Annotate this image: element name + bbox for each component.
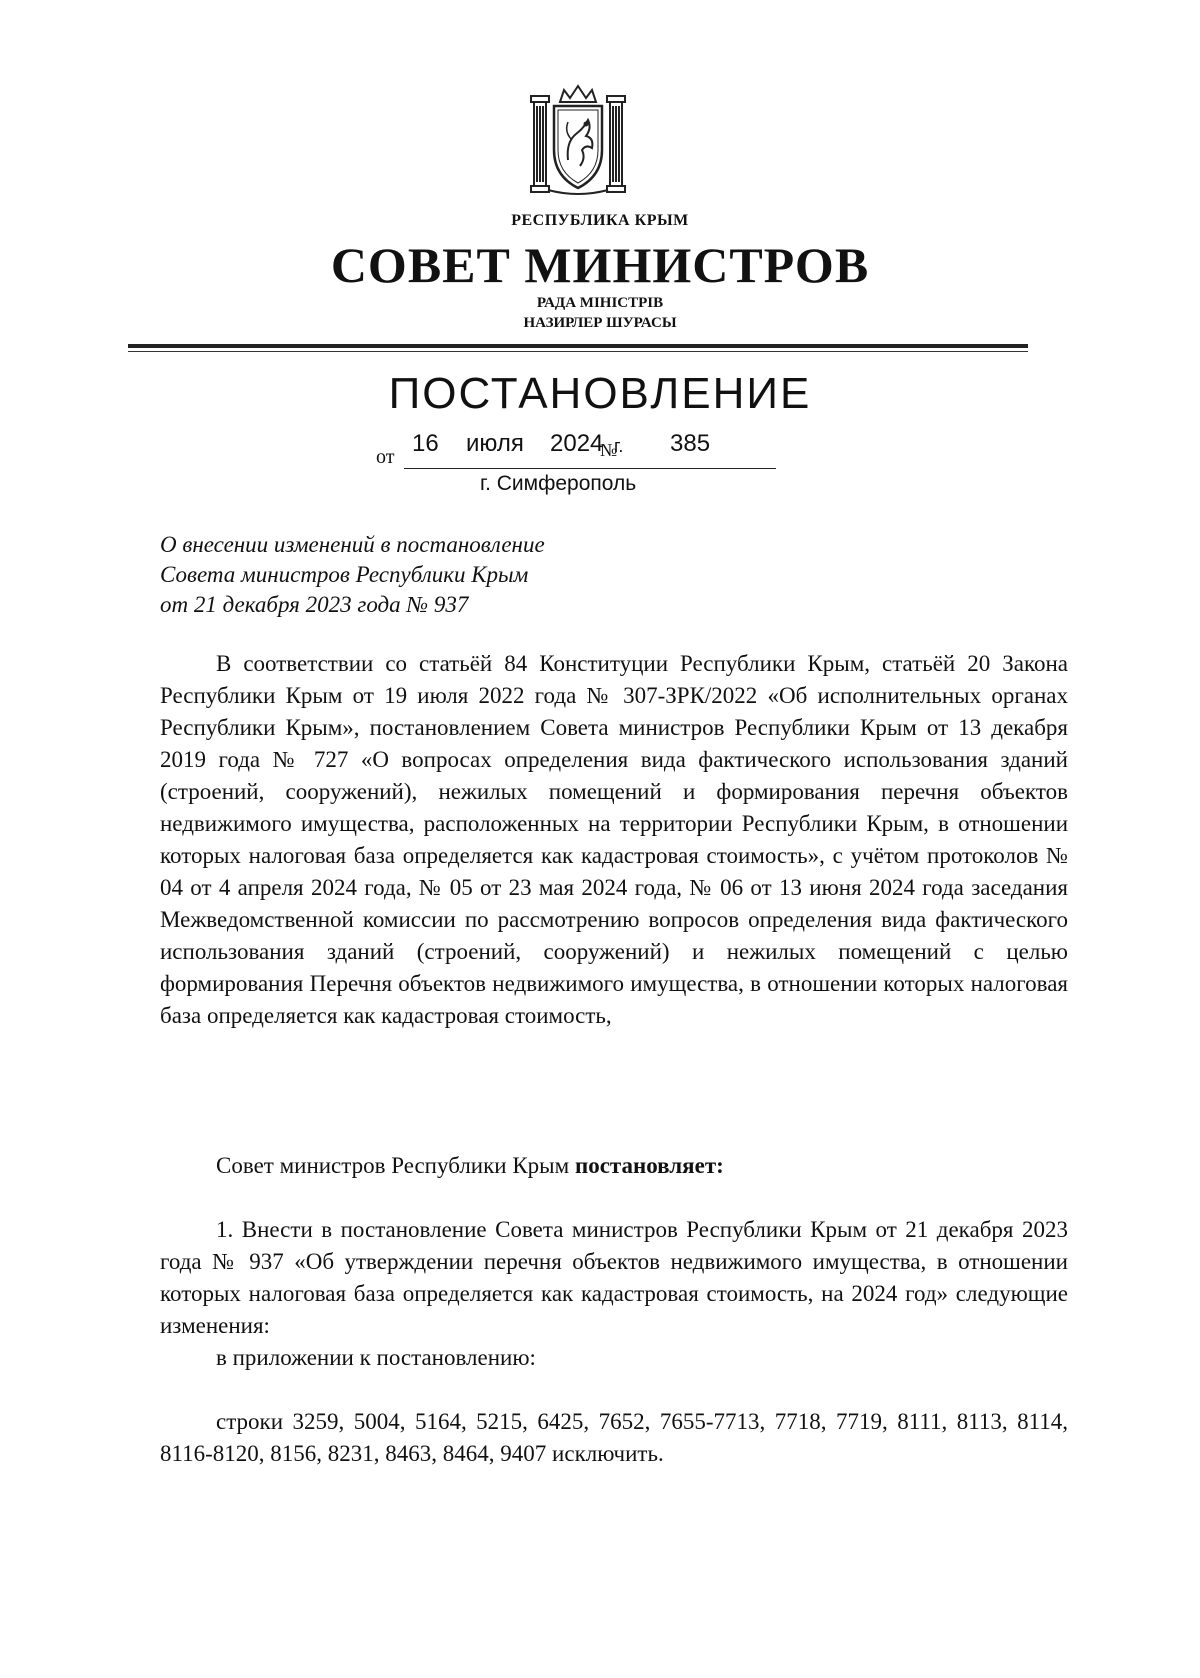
decree-title: ПОСТАНОВЛЕНИЕ — [388, 369, 812, 418]
decree-year-suffix: г. — [614, 436, 624, 456]
decree-number: 385 — [670, 430, 711, 457]
decree-year: 2024 — [550, 430, 604, 457]
council-name: СОВЕТ МИНИСТРОВ — [330, 237, 870, 293]
subject-line: О внесении изменений в постановление — [160, 532, 545, 557]
date-from-label: от — [376, 446, 395, 468]
decree-number-label: № — [600, 440, 618, 460]
council-name-crimean-tatar: НАЗИРЛЕР ШУРАСЫ — [523, 315, 677, 331]
date-underline — [404, 468, 776, 469]
resolves-keyword: постановляет: — [574, 1153, 724, 1178]
republic-name: РЕСПУБЛИКА КРЫМ — [511, 212, 689, 229]
decree-month: июля — [466, 430, 524, 457]
decree-date-line — [0, 428, 1200, 468]
subject-line: от 21 декабря 2023 года № 937 — [160, 592, 469, 617]
appendix-paragraph: в приложении к постановлению: — [216, 1345, 536, 1370]
decree-city: г. Симферополь — [480, 472, 637, 495]
header-divider-thin — [128, 351, 1028, 352]
preamble-paragraph: В соответствии со статьёй 84 Конституции Республики Крым, статьёй 20 Закона Республики Крым от 19 июля 2022 года № 307-ЗРК/2022 «Об исполнительных органах Республики Крым», постановлением Совета министров Республики Крым от 13 декабря 2019 года № 727 «О вопросах определения вида фактического использования зданий (строений, сооружений), нежилых помещений и формирования перечня объектов недвижимого имущества, расположенных на территории Республики Крым, в отношении которых налоговая база определяется как кадастровая стоимость», с учётом протоколов № 04 от 4 апреля 2024 года, № 05 от 23 мая 2024 года, № 06 от 13 июня 2024 года заседания Межведомственной комиссии по рассмотрению вопросов определения вида фактического использования зданий (строений, сооружений) и нежилых помещений с целью формирования Перечня объектов недвижимого имущества, в отношении которых налоговая база определяется как кадастровая стоимость, — [160, 651, 1068, 1028]
decree-subject — [160, 530, 545, 620]
council-name-ukrainian: РАДА МІНІСТРІВ — [536, 295, 664, 311]
resolves-paragraph — [160, 1150, 1068, 1182]
decree-day: 16 — [412, 430, 439, 457]
header-divider — [128, 344, 1028, 348]
rows-paragraph: строки 3259, 5004, 5164, 5215, 6425, 7652, 7655-7713, 7718, 7719, 8111, 8113, 8114, 8116-8120, 8156, 8231, 8463, 8464, 9407 исключить. — [160, 1409, 1068, 1466]
subject-line: Совета министров Республики Крым — [160, 562, 529, 587]
resolves-prefix: Совет министров Республики Крым — [216, 1153, 570, 1178]
coat-of-arms-icon — [528, 80, 628, 198]
item-1-paragraph: 1. Внести в постановление Совета министров Республики Крым от 21 декабря 2023 года № 937 «Об утверждении перечня объектов недвижимого имущества, в отношении которых налоговая база определяется как кадастровая стоимость, на 2024 год» следующие изменения: — [160, 1217, 1068, 1338]
